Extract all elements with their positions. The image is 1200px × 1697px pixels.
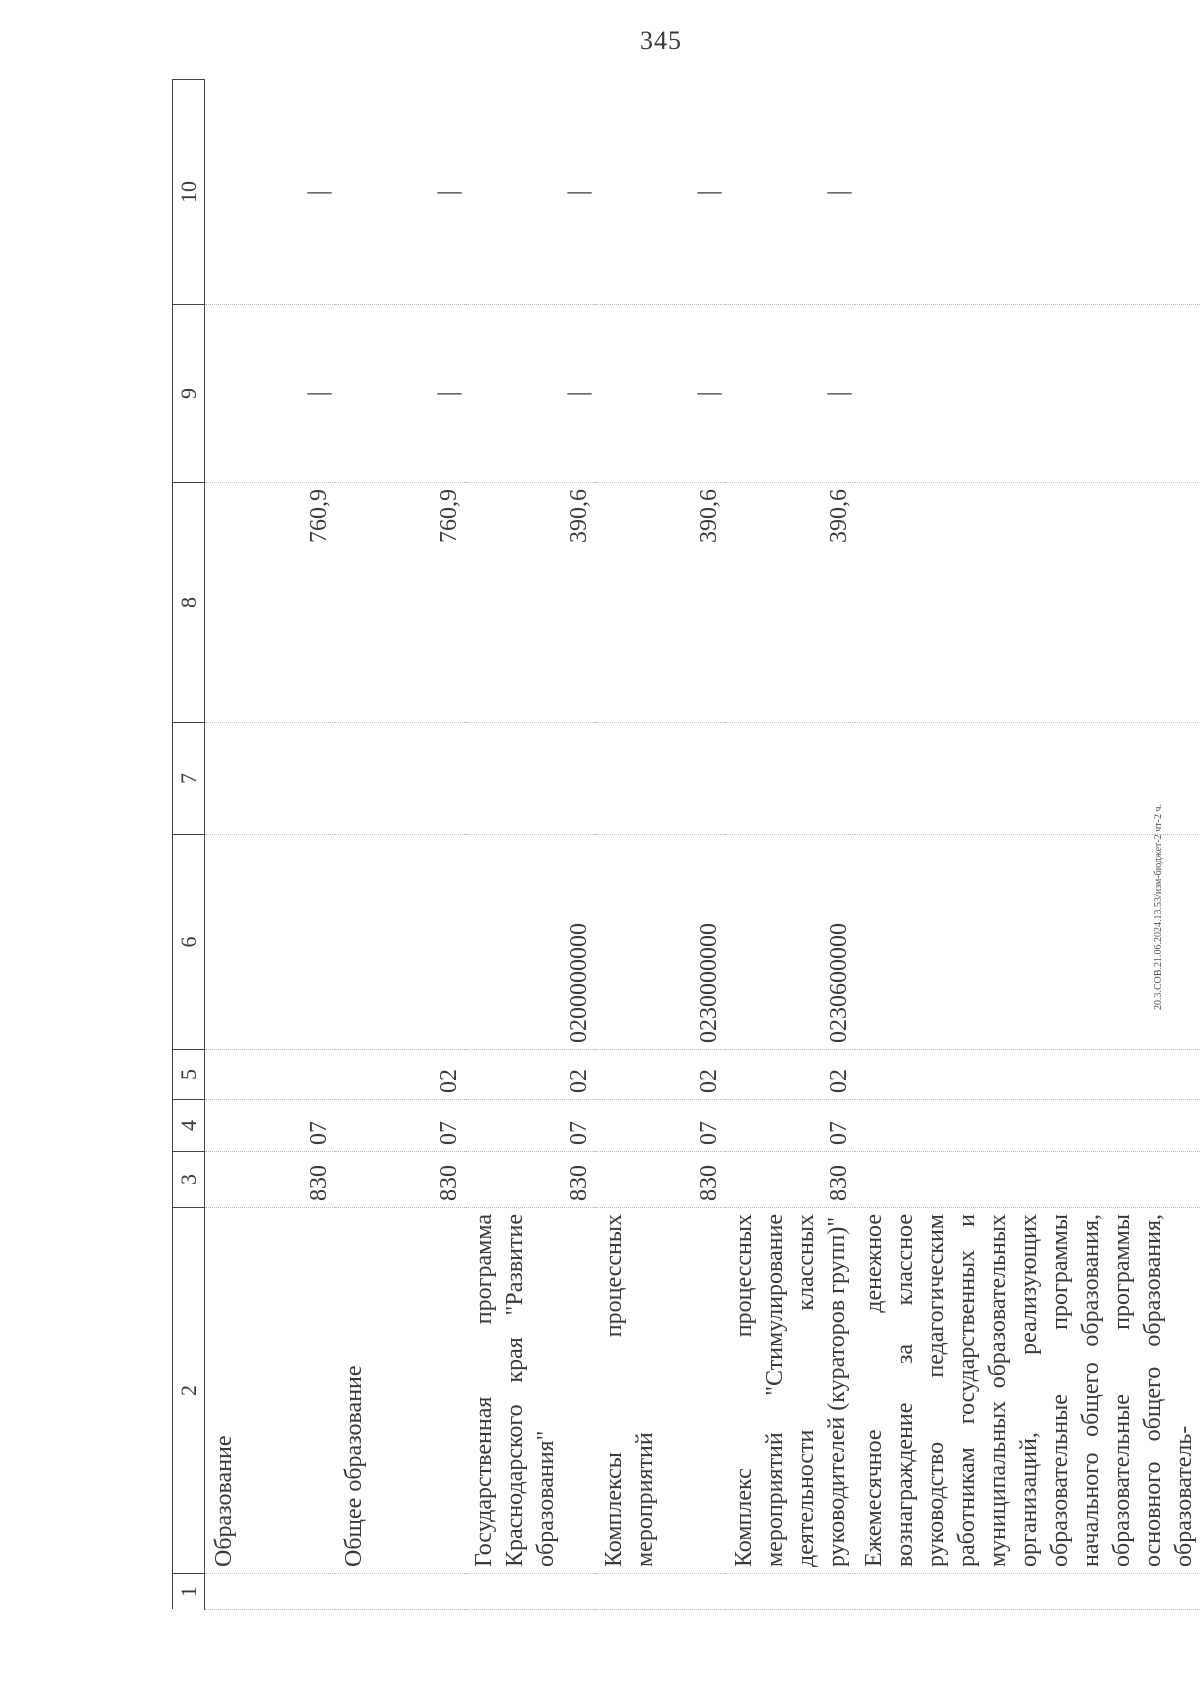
cell-ministry-code: 830 bbox=[205, 1152, 336, 1208]
cell-subsection bbox=[855, 1050, 1200, 1100]
row-spacer bbox=[205, 1574, 336, 1610]
cell-subsection: 02 bbox=[335, 1050, 465, 1100]
header-cell: 6 bbox=[173, 835, 205, 1050]
cell-section: 07 bbox=[205, 1100, 336, 1152]
header-cell: 3 bbox=[173, 1152, 205, 1208]
cell-expense-type bbox=[595, 723, 725, 835]
table-body bbox=[205, 80, 1200, 1610]
cell-amount bbox=[855, 483, 1200, 723]
cell-section: 07 bbox=[595, 1100, 725, 1152]
cell-subsection: 02 bbox=[725, 1050, 855, 1100]
header-cell: 4 bbox=[173, 1100, 205, 1152]
cell-target-article bbox=[855, 835, 1200, 1050]
row-name: Государственная программа Краснодарского края "Развитие образования" bbox=[465, 1208, 595, 1574]
header-cell: 1 bbox=[173, 1574, 205, 1610]
cell-col10: — bbox=[205, 80, 336, 305]
table-row bbox=[725, 80, 855, 1610]
table-header bbox=[173, 80, 205, 1610]
cell-col10: — bbox=[725, 80, 855, 305]
cell-col9 bbox=[855, 305, 1200, 483]
cell-section: 07 bbox=[335, 1100, 465, 1152]
cell-target-article bbox=[335, 835, 465, 1050]
cell-target-article: 0230600000 bbox=[725, 835, 855, 1050]
row-name: Образование bbox=[205, 1208, 336, 1574]
row-spacer bbox=[595, 1574, 725, 1610]
row-spacer bbox=[335, 1574, 465, 1610]
cell-amount: 390,6 bbox=[465, 483, 595, 723]
cell-col9: — bbox=[465, 305, 595, 483]
row-name: Ежемесячное денежное вознаграждение за классное руководство педагогическим работникам государственных и муниципальных образовательных организаций, реализующих образовательные программы начального общего образования, образовательные программы основного общего образования, образователь- bbox=[855, 1208, 1200, 1574]
cell-amount: 760,9 bbox=[335, 483, 465, 723]
cell-col10 bbox=[855, 80, 1200, 305]
cell-col9: — bbox=[725, 305, 855, 483]
cell-subsection: 02 bbox=[465, 1050, 595, 1100]
cell-col10: — bbox=[595, 80, 725, 305]
table-row bbox=[205, 80, 336, 1610]
cell-expense-type bbox=[465, 723, 595, 835]
cell-expense-type bbox=[725, 723, 855, 835]
header-cell: 10 bbox=[173, 80, 205, 305]
cell-ministry-code bbox=[855, 1152, 1200, 1208]
table-row bbox=[595, 80, 725, 1610]
header-cell: 7 bbox=[173, 723, 205, 835]
cell-ministry-code: 830 bbox=[465, 1152, 595, 1208]
cell-amount: 390,6 bbox=[595, 483, 725, 723]
cell-col10: — bbox=[465, 80, 595, 305]
cell-target-article: 0200000000 bbox=[465, 835, 595, 1050]
cell-amount: 390,6 bbox=[725, 483, 855, 723]
cell-ministry-code: 830 bbox=[595, 1152, 725, 1208]
header-cell: 9 bbox=[173, 305, 205, 483]
cell-section: 07 bbox=[465, 1100, 595, 1152]
cell-expense-type bbox=[855, 723, 1200, 835]
row-name: Общее образование bbox=[335, 1208, 465, 1574]
row-spacer bbox=[465, 1574, 595, 1610]
page-number: 345 bbox=[640, 26, 682, 55]
table-row bbox=[855, 80, 1200, 1610]
budget-table bbox=[172, 79, 1200, 1610]
cell-section bbox=[855, 1100, 1200, 1152]
cell-subsection: 02 bbox=[595, 1050, 725, 1100]
row-name: Комплексы процессных мероприятий bbox=[595, 1208, 725, 1574]
cell-col10: — bbox=[335, 80, 465, 305]
cell-ministry-code: 830 bbox=[725, 1152, 855, 1208]
cell-subsection bbox=[205, 1050, 336, 1100]
header-cell: 2 bbox=[173, 1208, 205, 1574]
row-name: Комплекс процессных мероприятий "Стимулирование деятельности классных руководителей (кураторов групп)" bbox=[725, 1208, 855, 1574]
cell-expense-type bbox=[335, 723, 465, 835]
cell-target-article: 0230000000 bbox=[595, 835, 725, 1050]
row-spacer bbox=[725, 1574, 855, 1610]
cell-section: 07 bbox=[725, 1100, 855, 1152]
header-cell: 8 bbox=[173, 483, 205, 723]
header-cell: 5 bbox=[173, 1050, 205, 1100]
cell-amount: 760,9 bbox=[205, 483, 336, 723]
cell-expense-type bbox=[205, 723, 336, 835]
cell-col9: — bbox=[205, 305, 336, 483]
row-spacer bbox=[855, 1574, 1200, 1610]
cell-col9: — bbox=[335, 305, 465, 483]
cell-col9: — bbox=[595, 305, 725, 483]
cell-ministry-code: 830 bbox=[335, 1152, 465, 1208]
table-row bbox=[335, 80, 465, 1610]
table-row bbox=[465, 80, 595, 1610]
cell-target-article bbox=[205, 835, 336, 1050]
document-footer-note: 20.3.СОВ.21.06.2024.13.53/изм-бюджет-2 чт-2 ч. bbox=[1153, 804, 1164, 1010]
